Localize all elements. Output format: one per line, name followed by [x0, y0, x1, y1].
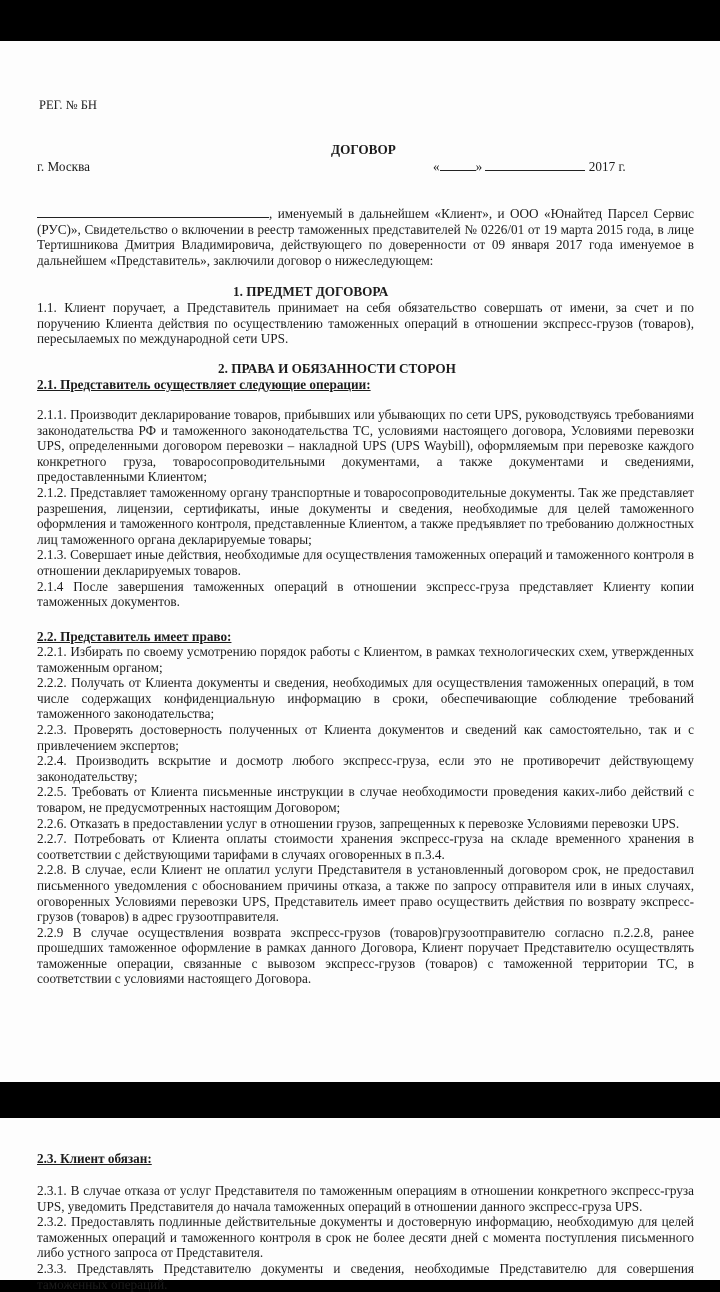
date-year: 2017 г. [588, 159, 626, 174]
clause-2-3-1: 2.3.1. В случае отказа от услуг Представителя по таможенным операциям в отношении конкретного экспресс-груза UPS, уведомить Представителя до начала таможенных операций в отношении данного экспресс-груза UPS. [37, 1183, 694, 1214]
subsection-2-3-items [37, 1183, 694, 1292]
clause-2-3-3: 2.3.3. Представлять Представителю документы и сведения, необходимые Представителю для совершения таможенных операций. [37, 1260, 694, 1292]
clause-2-1-2: 2.1.2. Представляет таможенному органу транспортные и товаросопроводительные документы. Так же представляет разрешения, лицензии, сертификаты, иные документы и сведения, необходимые для целей таможенного оформления и таможенного контроля, представленные Клиентом, а также предъявляет по требованию должностных лиц таможенного органа декларируемые товары; [37, 484, 694, 547]
document-page-2 [0, 1118, 720, 1292]
intro-paragraph [37, 206, 694, 268]
intro-text: , именуемый в дальнейшем «Клиент», и ООО «Юнайтед Парсел Сервис (РУС)», Свидетельство о включении в реестр таможенных представителей № 0226/01 от 19 марта 2015 года, в лице Тертишникова Дмитрия Владимировича, действующего по доверенности от 09 января 2017 года именуемое в дальнейшем «Представитель», заключили договор о нижеследующем: [37, 206, 694, 268]
subsection-2-1-items [37, 407, 694, 610]
day-blank [440, 159, 476, 171]
clause-2-2-3: 2.2.3. Проверять достоверность полученных от Клиента документов и сведений как самостоятельно, так и с привлечением экспертов; [37, 721, 694, 753]
subsection-2-2-items [37, 644, 694, 987]
document-page-1 [0, 41, 720, 1082]
clause-2-2-2: 2.2.2. Получать от Клиента документы и сведения, необходимых для осуществления таможенных операций, в том числе содержащих конфиденциальную информацию в сроки, обеспечивающие соблюдение требований таможенного законодательства; [37, 675, 694, 722]
clause-2-2-7: 2.2.7. Потребовать от Клиента оплаты стоимости хранения экспресс-груза на складе временного хранения в соответствии с действующими тарифами в случаях оговоренных в п.3.4. [37, 831, 694, 862]
clause-2-2-4: 2.2.4. Производить вскрытие и досмотр любого экспресс-груза, если это не противоречит действующему законодательству; [37, 753, 694, 784]
clause-2-3-2: 2.3.2. Предоставлять подлинные действительные документы и достоверную информацию, необходимую для целей таможенных операций и таможенного контроля в срок не более десяти дней с момента поступления письменного либо устного запроса от Представителя. [37, 1214, 694, 1261]
month-blank [485, 159, 585, 171]
subsection-2-2-heading: 2.2. Представитель имеет право: [37, 629, 232, 644]
contract-date [433, 159, 626, 175]
section-2-heading: 2. ПРАВА И ОБЯЗАННОСТИ СТОРОН [218, 361, 456, 376]
document-title: ДОГОВОР [331, 142, 396, 157]
clause-2-2-5: 2.2.5. Требовать от Клиента письменные инструкции в случае необходимости проведения каких-либо действий с товаром, не предусмотренных настоящим Договором; [37, 784, 694, 815]
clause-2-2-1: 2.2.1. Избирать по своему усмотрению порядок работы с Клиентом, в рамках технологических схем, утвержденных таможенным органом; [37, 644, 694, 675]
clause-2-1-4: 2.1.4 После завершения таможенных операций в отношении экспресс-груза представляет Клиенту копии таможенных документов. [37, 578, 694, 610]
date-close-quote: » [475, 159, 483, 174]
client-name-blank [37, 206, 269, 218]
section-1-heading: 1. ПРЕДМЕТ ДОГОВОРА [233, 284, 389, 299]
subsection-2-3-heading: 2.3. Клиент обязан: [37, 1151, 152, 1166]
clause-1-1: 1.1. Клиент поручает, а Представитель принимает на себя обязательство совершать от имени, за счет и по поручению Клиента действия по осуществлению таможенных операций в отношении экспресс-грузов (товаров), пересылаемых по международной сети UPS. [37, 300, 694, 347]
date-open-quote: « [433, 159, 440, 174]
registration-number: РЕГ. № БН [39, 98, 97, 112]
clause-2-1-3: 2.1.3. Совершает иные действия, необходимые для осуществления таможенных операций и таможенного контроля в отношении декларируемых товаров. [37, 547, 694, 578]
clause-2-1-1: 2.1.1. Производит декларирование товаров, прибывших или убывающих по сети UPS, руководствуясь требованиями законодательства РФ и таможенного законодательства ТС, условиями настоящего договора, Условиями перевозки UPS, определенными договором перевозки – накладной UPS (UPS Waybill), оформляемым при перевозке каждого конкретного груза, товаросопроводительными документами, а также документами и сведениями, предоставленными Клиентом; [37, 407, 694, 485]
clause-2-2-8: 2.2.8. В случае, если Клиент не оплатил услуги Представителя в установленный договором срок, не предоставил письменного уведомления с обоснованием причины отказа, а также по запросу отправителя или в иных случаях, оговоренных Условиями перевозки UPS, Представитель имеет право осуществить действия по возврату экспресс-грузов (товаров) в адрес грузоотправителя. [37, 862, 694, 925]
clause-2-2-9: 2.2.9 В случае осуществления возврата экспресс-грузов (товаров)грузоотправителю согласно п.2.2.8, ранее прошедших таможенное оформление в рамках данного Договора, Клиент поручает Представителю осуществлять таможенные операции, связанные с вывозом экспресс-грузов (товаров) с таможенной территории ТС, в соответствии с условиями настоящего Договора. [37, 924, 694, 987]
clause-2-2-6: 2.2.6. Отказать в предоставлении услуг в отношении грузов, запрещенных к перевозке Условиями перевозки UPS. [37, 815, 680, 831]
subsection-2-1-heading: 2.1. Представитель осуществляет следующие операции: [37, 377, 371, 392]
city: г. Москва [37, 159, 90, 174]
